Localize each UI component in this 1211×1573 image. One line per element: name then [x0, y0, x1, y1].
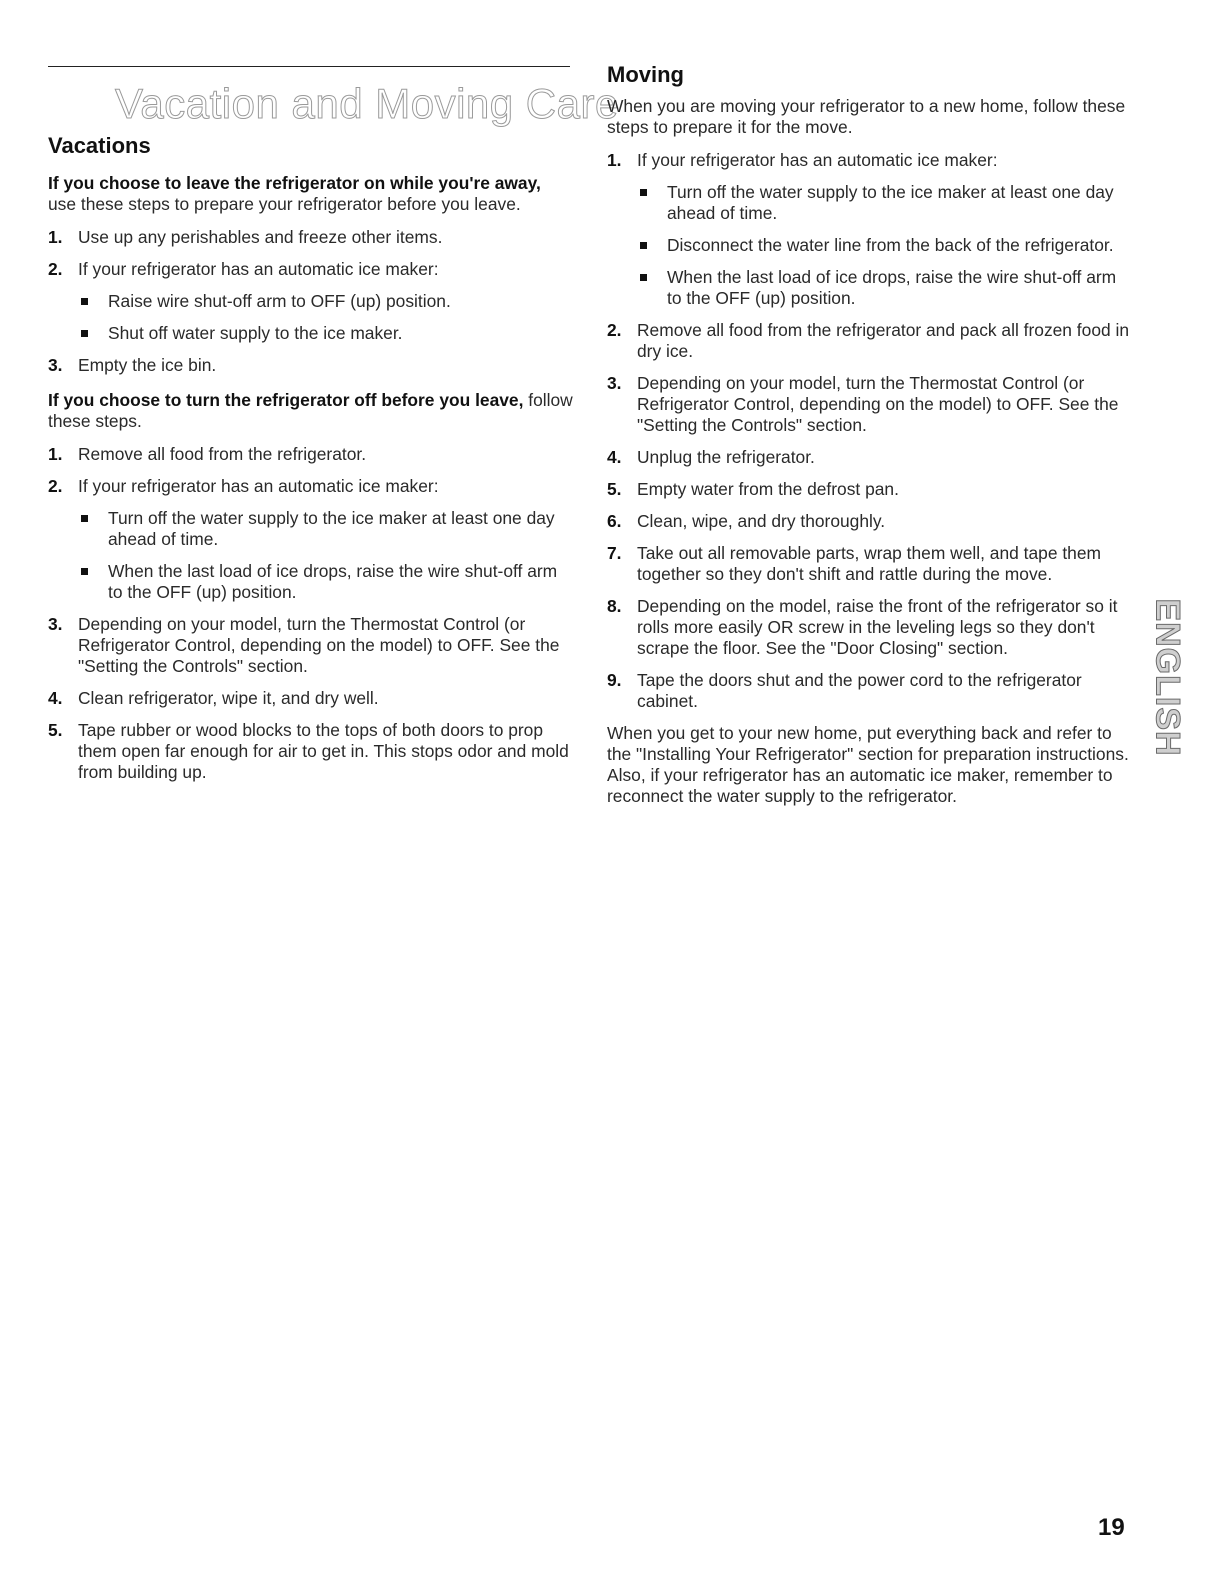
- step-text: Depending on the model, raise the front of the refrigerator so it rolls more easily OR screw in the leveling legs so they don't scrape the floor. See the "Door Closing" section.: [637, 596, 1118, 658]
- step-item: [607, 543, 1132, 585]
- sub-bullet-text: When the last load of ice drops, raise the wire shut-off arm to the OFF (up) position.: [108, 561, 558, 602]
- right-column: [607, 62, 1132, 807]
- step-number: 3.: [48, 355, 63, 375]
- step-number: 4.: [607, 447, 622, 467]
- turn-off-intro-bold: If you choose to turn the refrigerator off before you leave,: [48, 390, 524, 410]
- sub-bullet-item: [78, 291, 573, 312]
- square-bullet-icon: [81, 330, 88, 337]
- moving-heading: Moving: [607, 62, 684, 87]
- square-bullet-icon: [640, 242, 647, 249]
- step-item: [607, 320, 1132, 362]
- step-text: Clean refrigerator, wipe it, and dry well.: [78, 688, 379, 708]
- step-number: 2.: [48, 476, 63, 496]
- sub-bullet-item: [637, 235, 1132, 256]
- step-item: [607, 373, 1132, 436]
- step-item: [607, 596, 1132, 659]
- step-item: [607, 447, 1132, 468]
- step-item: [607, 511, 1132, 532]
- sub-bullet-text: Turn off the water supply to the ice maker at least one day ahead of time.: [108, 508, 555, 549]
- square-bullet-icon: [81, 568, 88, 575]
- step-text: Take out all removable parts, wrap them well, and tape them together so they don't shift and rattle during the move.: [637, 543, 1101, 584]
- sub-bullet-list: [78, 508, 573, 603]
- step-item: [48, 476, 573, 603]
- step-number: 5.: [607, 479, 622, 499]
- step-text: If your refrigerator has an automatic ice maker:: [78, 476, 439, 496]
- language-side-tab-label: ENGLISH: [1148, 597, 1187, 757]
- sub-bullet-item: [78, 323, 573, 344]
- sub-bullet-text: Disconnect the water line from the back of the refrigerator.: [667, 235, 1114, 255]
- sub-bullet-list: [637, 182, 1132, 309]
- step-text: Clean, wipe, and dry thoroughly.: [637, 511, 886, 531]
- step-number: 2.: [48, 259, 63, 279]
- leave-on-intro-rest: use these steps to prepare your refrigerator before you leave.: [48, 194, 521, 214]
- vacations-heading: Vacations: [48, 133, 151, 158]
- step-text: Depending on your model, turn the Thermostat Control (or Refrigerator Control, depending on the model) to OFF. See the "Setting the Controls" section.: [78, 614, 560, 676]
- moving-steps: [607, 150, 1132, 712]
- step-number: 9.: [607, 670, 622, 690]
- left-column: [48, 133, 573, 797]
- step-item: [48, 688, 573, 709]
- step-number: 7.: [607, 543, 622, 563]
- sub-bullet-text: Turn off the water supply to the ice maker at least one day ahead of time.: [667, 182, 1114, 223]
- step-number: 1.: [48, 227, 63, 247]
- sub-bullet-item: [78, 508, 573, 550]
- sub-bullet-list: [78, 291, 573, 344]
- step-item: [48, 355, 573, 376]
- step-item: [48, 259, 573, 344]
- step-number: 1.: [48, 444, 63, 464]
- square-bullet-icon: [81, 298, 88, 305]
- square-bullet-icon: [640, 274, 647, 281]
- sub-bullet-text: Shut off water supply to the ice maker.: [108, 323, 403, 343]
- step-item: [607, 150, 1132, 309]
- step-text: Unplug the refrigerator.: [637, 447, 815, 467]
- step-number: 1.: [607, 150, 622, 170]
- sub-bullet-text: Raise wire shut-off arm to OFF (up) position.: [108, 291, 451, 311]
- page-title: Vacation and Moving Care: [115, 80, 619, 127]
- step-text: If your refrigerator has an automatic ice maker:: [637, 150, 998, 170]
- step-item: [48, 720, 573, 783]
- step-number: 2.: [607, 320, 622, 340]
- step-text: If your refrigerator has an automatic ice maker:: [78, 259, 439, 279]
- page-number: 19: [1098, 1514, 1125, 1541]
- square-bullet-icon: [640, 189, 647, 196]
- leave-on-intro-bold: If you choose to leave the refrigerator on while you're away,: [48, 173, 541, 193]
- step-text: Tape the doors shut and the power cord to the refrigerator cabinet.: [637, 670, 1082, 711]
- leave-on-intro: [48, 173, 573, 215]
- sub-bullet-text: When the last load of ice drops, raise the wire shut-off arm to the OFF (up) position.: [667, 267, 1117, 308]
- step-item: [48, 444, 573, 465]
- sub-bullet-item: [637, 267, 1132, 309]
- turn-off-intro-rest: follow these steps.: [48, 390, 573, 431]
- step-number: 3.: [48, 614, 63, 634]
- step-text: Remove all food from the refrigerator and pack all frozen food in dry ice.: [637, 320, 1130, 361]
- sub-bullet-item: [637, 182, 1132, 224]
- leave-on-steps: [48, 227, 573, 376]
- step-number: 4.: [48, 688, 63, 708]
- language-side-tab: [1148, 566, 1187, 788]
- step-text: Tape rubber or wood blocks to the tops of both doors to prop them open far enough for air to get in. This stops odor and mold from building up.: [78, 720, 569, 782]
- step-number: 8.: [607, 596, 622, 616]
- step-text: Remove all food from the refrigerator.: [78, 444, 367, 464]
- turn-off-steps: [48, 444, 573, 783]
- step-text: Empty water from the defrost pan.: [637, 479, 899, 499]
- step-text: Empty the ice bin.: [78, 355, 217, 375]
- step-number: 3.: [607, 373, 622, 393]
- moving-outro: When you get to your new home, put everything back and refer to the "Installing Your Refrigerator" section for preparation instructions. Also, if your refrigerator has an automatic ice maker, remember to reconnect the water supply to the refrigerator.: [607, 723, 1129, 806]
- step-text: Use up any perishables and freeze other items.: [78, 227, 443, 247]
- step-item: [48, 227, 573, 248]
- turn-off-intro: [48, 390, 573, 432]
- step-item: [48, 614, 573, 677]
- sub-bullet-item: [78, 561, 573, 603]
- step-text: Depending on your model, turn the Thermostat Control (or Refrigerator Control, depending on the model) to OFF. See the "Setting the Controls" section.: [637, 373, 1119, 435]
- step-item: [607, 479, 1132, 500]
- title-rule: [48, 66, 570, 67]
- step-item: [607, 670, 1132, 712]
- square-bullet-icon: [81, 515, 88, 522]
- step-number: 6.: [607, 511, 622, 531]
- step-number: 5.: [48, 720, 63, 740]
- moving-intro: When you are moving your refrigerator to a new home, follow these steps to prepare it for the move.: [607, 96, 1126, 137]
